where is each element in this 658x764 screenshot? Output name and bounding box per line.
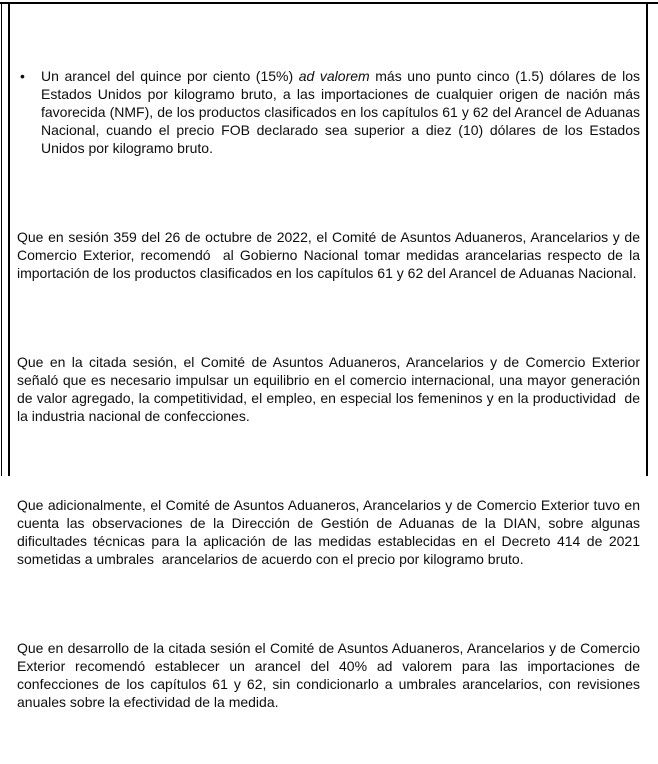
bullet-list-item	[17, 67, 644, 157]
bullet-text-segment: más uno punto cinco (1.5) dólares de los Estados Unidos por kilogramo bruto, a las importaciones de cualquier origen de nación más favorecida (NMF), de los productos clasificados en los capítulos 61 y 62 del Arancel de Aduanas Nacional, cuando el precio FOB declarado sea superior a diez (10) dólares de los Estados Unidos por kilogramo bruto.	[41, 68, 644, 156]
paragraph-dian-observaciones: Que adicionalmente, el Comité de Asuntos Aduaneros, Arancelarios y de Comercio Exterior tuvo en cuenta las observaciones de la Dirección de Gestión de Aduanas de la DIAN, sobre algunas dificultades técnicas para la aplicación de las medidas establecidas en el Decreto 414 de 2021 sometidas a umbrales arancelarios de acuerdo con el precio por kilogramo bruto.	[17, 497, 644, 567]
bordered-text-box	[8, 2, 648, 710]
bullet-icon: •	[20, 68, 25, 84]
left-edge-rule	[1, 2, 2, 476]
paragraph-citada-sesion: Que en la citada sesión, el Comité de Asuntos Aduaneros, Arancelarios y de Comercio Exterior señaló que es necesario impulsar un equilibrio en el comercio internacional, una mayor generación de valor agregado, la competitividad, el empleo, en especial los femeninos y en la productividad de la industria nacional de confecciones.	[17, 354, 644, 424]
paragraph-session-359: Que en sesión 359 del 26 de octubre de 2022, el Comité de Asuntos Aduaneros, Arancelarios y de Comercio Exterior, recomendó al Gobierno Nacional tomar medidas arancelarias respecto de la importación de los productos clasificados en los capítulos 61 y 62 del Arancel de Aduanas Nacional.	[17, 229, 644, 281]
paragraph-arancel-40: Que en desarrollo de la citada sesión el Comité de Asuntos Aduaneros, Arancelarios y de Comercio Exterior recomendó establecer un arancel del 40% ad valorem para las importaciones de confecciones de los capítulos 61 y 62, sin condicionarlo a umbrales arancelarios, con revisiones anuales sobre la efectividad de la medida.	[17, 640, 644, 710]
bullet-item-text	[41, 67, 644, 157]
bullet-text-segment: Un arancel del quince por ciento (15%)	[41, 68, 299, 84]
bullet-text-segment-italic: ad valorem	[298, 68, 370, 84]
